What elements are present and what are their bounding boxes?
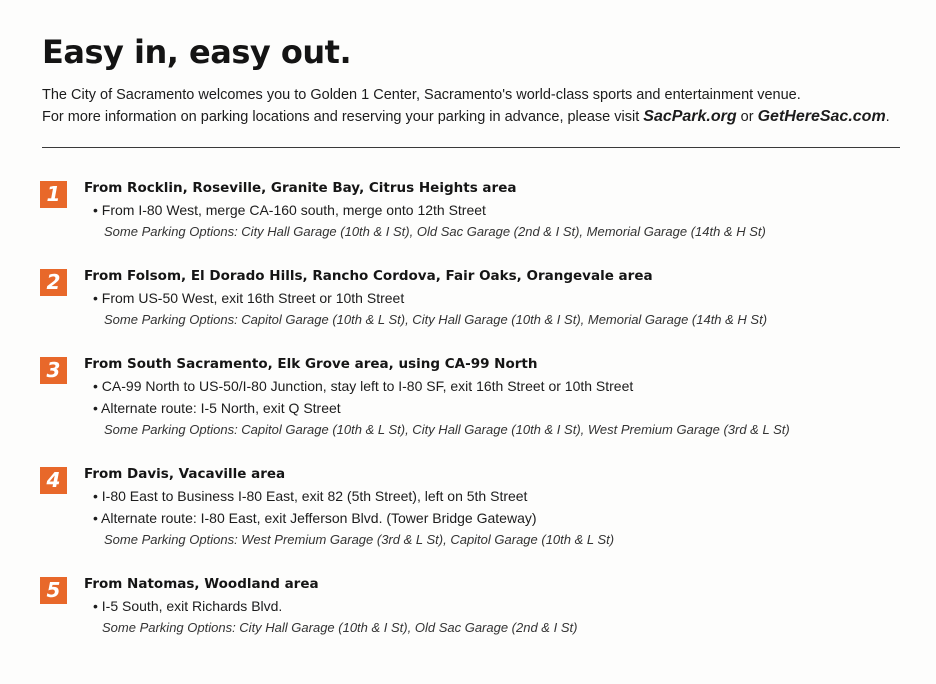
route-item: • From I-80 West, merge CA-160 south, merge onto 12th Street (93, 202, 486, 218)
getheresac-link[interactable]: GetHereSac.com (757, 108, 886, 125)
parking-options: Some Parking Options: City Hall Garage (10th & I St), Old Sac Garage (2nd & I St) (102, 620, 578, 635)
intro-joiner: or (736, 109, 758, 125)
parking-options: Some Parking Options: West Premium Garage (3rd & L St), Capitol Garage (10th & L St) (104, 532, 615, 547)
divider (42, 147, 900, 148)
parking-options: Some Parking Options: City Hall Garage (10th & I St), Old Sac Garage (2nd & I St), Memorial Garage (14th & H St) (104, 224, 766, 239)
route-item: • From US-50 West, exit 16th Street or 10th Street (93, 290, 405, 306)
intro-line-1: The City of Sacramento welcomes you to Golden 1 Center, Sacramento's world-class sports and entertainment venue. (42, 87, 801, 103)
section-number-badge: 1 (40, 181, 67, 208)
section-number-badge: 5 (40, 577, 67, 604)
route-item: • CA-99 North to US-50/I-80 Junction, stay left to I-80 SF, exit 16th Street or 10th Street (93, 378, 634, 394)
intro-line-2-text: For more information on parking locations and reserving your parking in advance, please visit (42, 109, 644, 125)
section-number-badge: 4 (40, 467, 67, 494)
section-heading: From South Sacramento, Elk Grove area, using CA-99 North (84, 356, 538, 372)
parking-options: Some Parking Options: Capitol Garage (10th & L St), City Hall Garage (10th & I St), Memorial Garage (14th & H St) (104, 312, 768, 327)
intro-text (42, 84, 912, 128)
section-number-badge: 3 (40, 357, 67, 384)
route-item: • Alternate route: I-5 North, exit Q Street (93, 400, 341, 416)
route-item: • Alternate route: I-80 East, exit Jefferson Blvd. (Tower Bridge Gateway) (93, 510, 537, 526)
route-item: • I-5 South, exit Richards Blvd. (93, 598, 283, 614)
page-title: Easy in, easy out. (42, 33, 352, 71)
section-heading: From Rocklin, Roseville, Granite Bay, Citrus Heights area (84, 180, 517, 196)
section-heading: From Davis, Vacaville area (84, 466, 286, 482)
section-number-badge: 2 (40, 269, 67, 296)
section-heading: From Folsom, El Dorado Hills, Rancho Cordova, Fair Oaks, Orangevale area (84, 268, 653, 284)
route-item: • I-80 East to Business I-80 East, exit 82 (5th Street), left on 5th Street (93, 488, 528, 504)
sacpark-link[interactable]: SacPark.org (643, 108, 737, 125)
section-heading: From Natomas, Woodland area (84, 576, 319, 592)
intro-line-2 (42, 106, 912, 128)
parking-options: Some Parking Options: Capitol Garage (10th & L St), City Hall Garage (10th & I St), West Premium Garage (3rd & L St) (104, 422, 790, 437)
intro-suffix: . (885, 109, 890, 125)
